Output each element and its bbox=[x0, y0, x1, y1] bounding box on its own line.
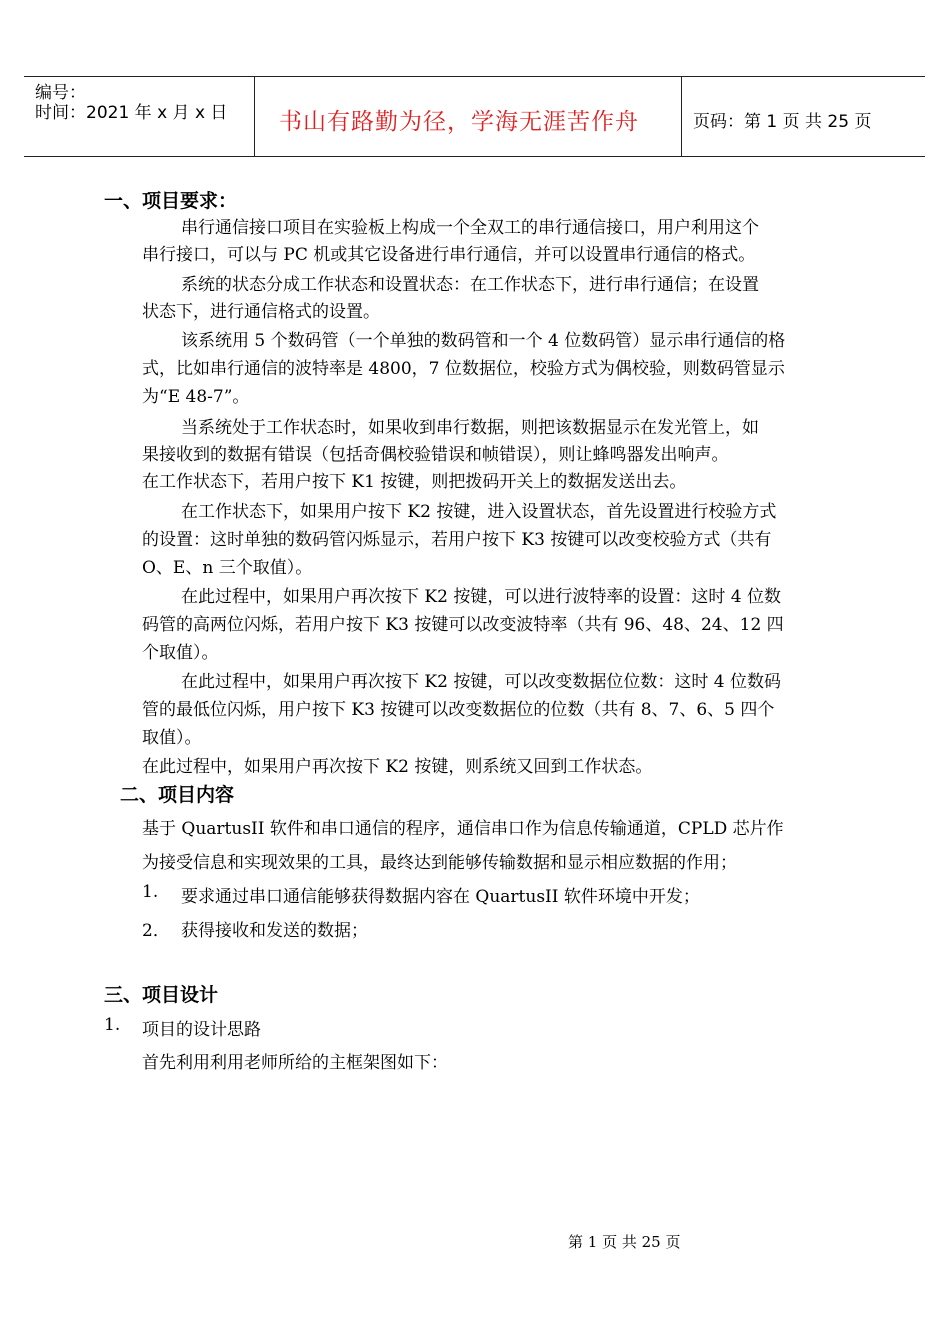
paragraph-line: 码管的高两位闪烁，若用户按下 K3 按键可以改变波特率（共有 96、48、24、12 四 bbox=[142, 615, 784, 635]
header-table bbox=[24, 76, 925, 157]
list-item-text: 获得接收和发送的数据； bbox=[181, 921, 368, 941]
paragraph-line: 为“E 48-7”。 bbox=[142, 387, 250, 407]
paragraph-line: 个取值）。 bbox=[142, 643, 219, 663]
header-cell-motto bbox=[254, 77, 682, 156]
paragraph-line: 在工作状态下，若用户按下 K1 按键，则把拨码开关上的数据发送出去。 bbox=[142, 472, 687, 492]
header-cell-page bbox=[681, 77, 925, 156]
header-cell-meta bbox=[24, 77, 254, 156]
paragraph-line: 串行通信接口项目在实验板上构成一个全双工的串行通信接口，用户利用这个 bbox=[181, 218, 759, 238]
section-3-title: 三、项目设计 bbox=[104, 984, 219, 1006]
section-2-title: 二、项目内容 bbox=[120, 784, 235, 806]
page-footer: 第 1 页 共 25 页 bbox=[568, 1233, 681, 1251]
paragraph-line: 管的最低位闪烁，用户按下 K3 按键可以改变数据位的位数（共有 8、7、6、5 四个 bbox=[142, 700, 775, 720]
list-number: 1. bbox=[104, 1015, 121, 1035]
paragraph-line: 状态下，进行通信格式的设置。 bbox=[142, 302, 380, 322]
paragraph-line: 基于 QuartusII 软件和串口通信的程序，通信串口作为信息传输通道，CPLD 芯片作 bbox=[142, 819, 784, 839]
paragraph-line: 在此过程中，如果用户再次按下 K2 按键，可以进行波特率的设置：这时 4 位数 bbox=[181, 587, 781, 607]
paragraph-line: O、E、n 三个取值）。 bbox=[142, 558, 313, 578]
list-item-text: 要求通过串口通信能够获得数据内容在 QuartusII 软件环境中开发； bbox=[181, 887, 700, 907]
paragraph-line: 首先利用利用老师所给的主框架图如下： bbox=[142, 1053, 448, 1073]
paragraph-line: 果接收到的数据有错误（包括奇偶校验错误和帧错误），则让蜂鸣器发出响声。 bbox=[142, 445, 729, 465]
list-number: 1. bbox=[142, 882, 159, 902]
paragraph-line: 系统的状态分成工作状态和设置状态：在工作状态下，进行串行通信；在设置 bbox=[181, 275, 759, 295]
document-time-label: 时间：2021 年 x 月 x 日 bbox=[35, 103, 228, 123]
section-1-title: 一、项目要求： bbox=[104, 190, 238, 212]
paragraph-line: 在此过程中，如果用户再次按下 K2 按键，则系统又回到工作状态。 bbox=[142, 757, 653, 777]
paragraph-line: 式，比如串行通信的波特率是 4800，7 位数据位，校验方式为偶校验，则数码管显示 bbox=[142, 359, 785, 379]
paragraph-line: 在工作状态下，如果用户按下 K2 按键，进入设置状态，首先设置进行校验方式 bbox=[181, 502, 777, 522]
paragraph-line: 取值）。 bbox=[142, 728, 202, 748]
list-item-text: 项目的设计思路 bbox=[142, 1020, 261, 1040]
paragraph-line: 该系统用 5 个数码管（一个单独的数码管和一个 4 位数码管）显示串行通信的格 bbox=[181, 331, 786, 351]
page-number-info: 页码：第 1 页 共 25 页 bbox=[693, 112, 872, 132]
motto-text: 书山有路勤为径，学海无涯苦作舟 bbox=[279, 109, 639, 135]
paragraph-line: 在此过程中，如果用户再次按下 K2 按键，可以改变数据位位数：这时 4 位数码 bbox=[181, 672, 781, 692]
paragraph-line: 为接受信息和实现效果的工具，最终达到能够传输数据和显示相应数据的作用； bbox=[142, 853, 737, 873]
list-number: 2． bbox=[142, 921, 170, 941]
paragraph-line: 当系统处于工作状态时，如果收到串行数据，则把该数据显示在发光管上，如 bbox=[181, 418, 759, 438]
paragraph-line: 的设置：这时单独的数码管闪烁显示，若用户按下 K3 按键可以改变校验方式（共有 bbox=[142, 530, 772, 550]
document-number-label: 编号： bbox=[35, 83, 86, 103]
paragraph-line: 串行接口，可以与 PC 机或其它设备进行串行通信，并可以设置串行通信的格式。 bbox=[142, 245, 756, 265]
